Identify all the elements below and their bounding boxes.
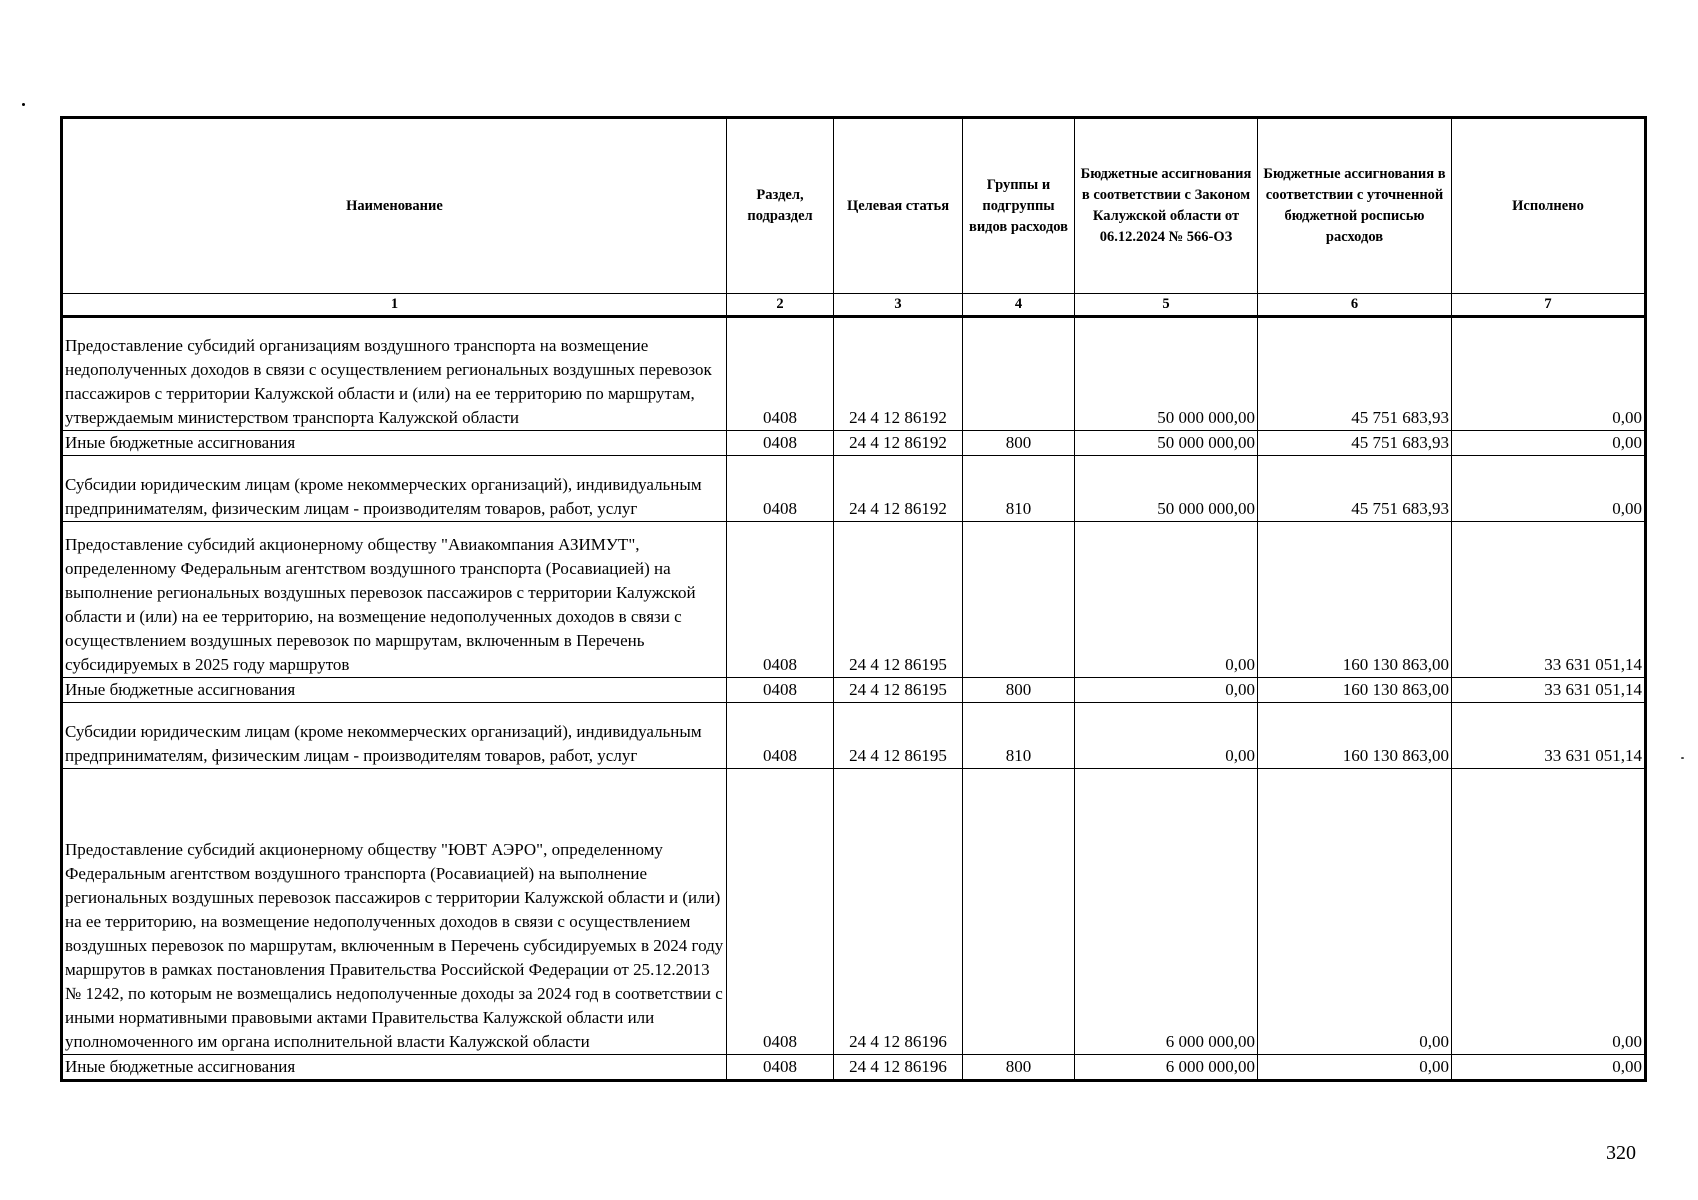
row-refined-allocation: 0,00 [1258, 1055, 1452, 1081]
budget-table [60, 116, 1647, 1082]
column-number: 3 [834, 294, 963, 317]
header-name: Наименование [62, 118, 727, 294]
page-number: 320 [1606, 1142, 1636, 1164]
row-law-allocation: 50 000 000,00 [1075, 431, 1258, 456]
row-expense-group: 800 [963, 431, 1075, 456]
row-target-article: 24 4 12 86196 [834, 1055, 963, 1081]
column-number: 6 [1258, 294, 1452, 317]
table-row [62, 703, 1646, 769]
row-executed: 0,00 [1452, 456, 1646, 522]
row-section: 0408 [727, 522, 834, 678]
row-law-allocation: 0,00 [1075, 522, 1258, 678]
row-expense-group [963, 317, 1075, 431]
row-name: Иные бюджетные ассигнования [62, 1055, 727, 1081]
row-name: Предоставление субсидий акционерному обществу "Авиакомпания АЗИМУТ", определенному Федеральным агентством воздушного транспорта (Росавиацией) на выполнение региональных воздушных перевозок пассажиров с территории Калужской области и (или) на ее территорию, на возмещение недополученных доходов в связи с осуществлением воздушных перевозок по маршрутам, включенным в Перечень субсидируемых в 2025 году маршрутов [62, 522, 727, 678]
row-section: 0408 [727, 1055, 834, 1081]
row-refined-allocation: 160 130 863,00 [1258, 522, 1452, 678]
header-law-allocations: Бюджетные ассигнования в соответствии с Законом Калужской области от 06.12.2024 № 566-ОЗ [1075, 118, 1258, 294]
row-name: Иные бюджетные ассигнования [62, 678, 727, 703]
row-name: Предоставление субсидий организациям воздушного транспорта на возмещение недополученных доходов в связи с осуществлением региональных воздушных перевозок пассажиров с территории Калужской области и (или) на ее территорию по маршрутам, утверждаемым министерством транспорта Калужской области [62, 317, 727, 431]
row-law-allocation: 50 000 000,00 [1075, 317, 1258, 431]
row-name: Предоставление субсидий акционерному обществу "ЮВТ АЭРО", определенному Федеральным агентством воздушного транспорта (Росавиацией) на выполнение региональных воздушных перевозок пассажиров с территории Калужской области и (или) на ее территорию, на возмещение недополученных доходов в связи с осуществлением воздушных перевозок по маршрутам, включенным в Перечень субсидируемых в 2024 году маршрутов в рамках постановления Правительства Российской Федерации от 25.12.2013 № 1242, по которым не возмещались недополученные доходы за 2024 год в соответствии с иными нормативными правовыми актами Правительства Калужской области или уполномоченного им органа исполнительной власти Калужской области [62, 769, 727, 1055]
table-row [62, 1055, 1646, 1081]
row-law-allocation: 50 000 000,00 [1075, 456, 1258, 522]
table-row [62, 456, 1646, 522]
header-refined-allocations: Бюджетные ассигнования в соответствии с уточненной бюджетной росписью расходов [1258, 118, 1452, 294]
row-expense-group: 800 [963, 1055, 1075, 1081]
header-executed: Исполнено [1452, 118, 1646, 294]
row-executed: 0,00 [1452, 769, 1646, 1055]
row-law-allocation: 0,00 [1075, 678, 1258, 703]
row-target-article: 24 4 12 86195 [834, 703, 963, 769]
header-target-article: Целевая статья [834, 118, 963, 294]
row-target-article: 24 4 12 86196 [834, 769, 963, 1055]
row-section: 0408 [727, 703, 834, 769]
row-target-article: 24 4 12 86192 [834, 317, 963, 431]
column-number: 1 [62, 294, 727, 317]
header-row [62, 118, 1646, 294]
table-row [62, 678, 1646, 703]
table-row [62, 522, 1646, 678]
row-refined-allocation: 160 130 863,00 [1258, 703, 1452, 769]
row-name: Иные бюджетные ассигнования [62, 431, 727, 456]
row-executed: 0,00 [1452, 1055, 1646, 1081]
row-name: Субсидии юридическим лицам (кроме некоммерческих организаций), индивидуальным предпринимателям, физическим лицам - производителям товаров, работ, услуг [62, 703, 727, 769]
column-number: 7 [1452, 294, 1646, 317]
row-executed: 0,00 [1452, 317, 1646, 431]
column-number: 2 [727, 294, 834, 317]
table-row [62, 317, 1646, 431]
row-executed: 33 631 051,14 [1452, 678, 1646, 703]
column-number-row [62, 294, 1646, 317]
row-expense-group [963, 769, 1075, 1055]
column-number: 4 [963, 294, 1075, 317]
row-executed: 0,00 [1452, 431, 1646, 456]
row-refined-allocation: 160 130 863,00 [1258, 678, 1452, 703]
row-law-allocation: 6 000 000,00 [1075, 1055, 1258, 1081]
row-target-article: 24 4 12 86192 [834, 431, 963, 456]
row-section: 0408 [727, 678, 834, 703]
row-section: 0408 [727, 456, 834, 522]
header-section: Раздел, подраздел [727, 118, 834, 294]
row-executed: 33 631 051,14 [1452, 703, 1646, 769]
scan-speck [1681, 757, 1684, 759]
table-row [62, 769, 1646, 1055]
row-refined-allocation: 45 751 683,93 [1258, 317, 1452, 431]
row-law-allocation: 0,00 [1075, 703, 1258, 769]
row-expense-group: 810 [963, 703, 1075, 769]
row-refined-allocation: 45 751 683,93 [1258, 431, 1452, 456]
table-body [62, 317, 1646, 1081]
row-expense-group: 800 [963, 678, 1075, 703]
row-target-article: 24 4 12 86195 [834, 678, 963, 703]
table-row [62, 431, 1646, 456]
header-expense-group: Группы и подгруппы видов расходов [963, 118, 1075, 294]
column-number: 5 [1075, 294, 1258, 317]
row-expense-group [963, 522, 1075, 678]
row-section: 0408 [727, 317, 834, 431]
row-section: 0408 [727, 769, 834, 1055]
scan-speck [22, 103, 25, 106]
row-section: 0408 [727, 431, 834, 456]
row-expense-group: 810 [963, 456, 1075, 522]
row-refined-allocation: 0,00 [1258, 769, 1452, 1055]
row-law-allocation: 6 000 000,00 [1075, 769, 1258, 1055]
row-target-article: 24 4 12 86195 [834, 522, 963, 678]
row-executed: 33 631 051,14 [1452, 522, 1646, 678]
row-target-article: 24 4 12 86192 [834, 456, 963, 522]
row-name: Субсидии юридическим лицам (кроме некоммерческих организаций), индивидуальным предпринимателям, физическим лицам - производителям товаров, работ, услуг [62, 456, 727, 522]
row-refined-allocation: 45 751 683,93 [1258, 456, 1452, 522]
